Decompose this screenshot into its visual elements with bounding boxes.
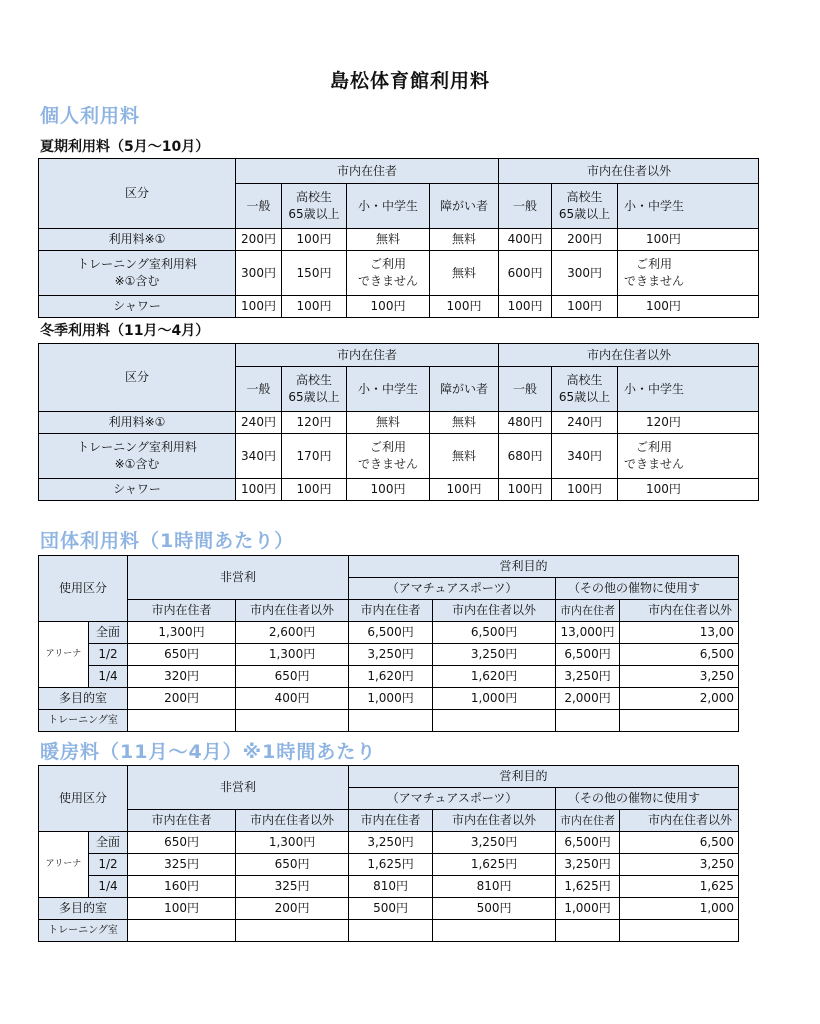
fee-cell: 100円 (618, 479, 759, 501)
row-label-fee: 利用料※① (39, 229, 236, 251)
fee-cell: 1,625円 (433, 854, 556, 876)
fee-cell: 100円 (430, 296, 499, 318)
fee-cell: 200円 (236, 898, 349, 920)
resident-header: 市内在住者 (236, 344, 499, 367)
fee-cell: 2,600円 (236, 622, 349, 644)
profit-header: 営利目的 (349, 766, 739, 788)
fee-cell: 1,625 (620, 876, 739, 898)
row-label-shower: シャワー (39, 296, 236, 318)
fee-cell: 1,300円 (236, 832, 349, 854)
group-fee-table (38, 555, 739, 732)
table-row (39, 251, 759, 296)
category-header: 区分 (39, 159, 236, 229)
fee-cell: 170円 (282, 434, 347, 479)
usage-header: 使用区分 (39, 556, 128, 622)
fee-cell: 13,000円 (556, 622, 620, 644)
fee-cell: 1,300円 (128, 622, 236, 644)
elementary-header: 小・中学生 (347, 184, 430, 229)
table-row (39, 229, 759, 251)
fee-cell: 3,250 (620, 666, 739, 688)
category-header: 区分 (39, 344, 236, 412)
table-row (39, 666, 739, 688)
fee-cell: 無料 (347, 412, 430, 434)
elementary-header: 小・中学生 (618, 367, 759, 412)
fee-cell: 600円 (499, 251, 552, 296)
fee-cell: 1,625円 (349, 854, 433, 876)
fee-cell: 200円 (236, 229, 282, 251)
fee-cell: 810円 (433, 876, 556, 898)
fee-cell: 325円 (236, 876, 349, 898)
fee-cell: 650円 (128, 644, 236, 666)
fee-cell: 3,250円 (349, 832, 433, 854)
table-row (39, 898, 739, 920)
heating-fees-heading: 暖房料（11月～4月）※1時間あたり (40, 741, 377, 763)
elementary-header: 小・中学生 (618, 184, 759, 229)
fee-cell: 1,000円 (556, 898, 620, 920)
nonresident-header: 市内在住者以外 (499, 159, 759, 184)
empty-cell (620, 920, 739, 942)
nonprofit-header: 非営利 (128, 556, 349, 600)
table-row (39, 644, 739, 666)
nonresident-header: 市内在住者以外 (620, 600, 739, 622)
fee-cell: 1,620円 (433, 666, 556, 688)
resident-header: 市内在住者 (128, 810, 236, 832)
row-label-full: 全面 (89, 622, 128, 644)
page-title: 島松体育館利用料 (329, 70, 490, 92)
empty-cell (556, 710, 620, 732)
fee-cell: 320円 (128, 666, 236, 688)
table-row (39, 832, 739, 854)
other-events-header: （その他の催物に使用す (556, 578, 739, 600)
fee-cell: 6,500円 (349, 622, 433, 644)
fee-cell: 100円 (430, 479, 499, 501)
general-header: 一般 (499, 367, 552, 412)
fee-cell: 300円 (236, 251, 282, 296)
fee-cell: 3,250円 (556, 854, 620, 876)
row-label-quarter: 1/4 (89, 876, 128, 898)
empty-cell (620, 710, 739, 732)
fee-cell: 100円 (236, 479, 282, 501)
resident-header: 市内在住者 (556, 600, 620, 622)
fee-cell: 100円 (282, 296, 347, 318)
table-row (39, 688, 739, 710)
profit-header: 営利目的 (349, 556, 739, 578)
disabled-header: 障がい者 (430, 367, 499, 412)
row-label-training: トレーニング室利用料 ※①含む (39, 251, 236, 296)
row-label-training: トレーニング室 (39, 920, 128, 942)
fee-cell: 500円 (433, 898, 556, 920)
fee-cell: 6,500円 (556, 832, 620, 854)
fee-cell: 3,250円 (349, 644, 433, 666)
fee-cell: 100円 (347, 479, 430, 501)
resident-header: 市内在住者 (128, 600, 236, 622)
fee-cell: 100円 (282, 229, 347, 251)
empty-cell (349, 710, 433, 732)
nonresident-header: 市内在住者以外 (236, 810, 349, 832)
nonresident-header: 市内在住者以外 (499, 344, 759, 367)
nonresident-header: 市内在住者以外 (236, 600, 349, 622)
fee-cell: 無料 (430, 251, 499, 296)
highschool-header: 高校生 65歳以上 (552, 184, 618, 229)
fee-cell: 2,000円 (556, 688, 620, 710)
unavailable-cell: ご利用 できません (618, 251, 759, 296)
fee-cell: 400円 (236, 688, 349, 710)
individual-fees-heading: 個人利用料 (40, 105, 141, 127)
nonresident-header: 市内在住者以外 (620, 810, 739, 832)
fee-cell: 3,250 (620, 854, 739, 876)
arena-label: アリーナ (39, 622, 89, 688)
other-events-header: （その他の催物に使用す (556, 788, 739, 810)
fee-cell: 120円 (618, 412, 759, 434)
fee-cell: 3,250円 (433, 832, 556, 854)
empty-cell (349, 920, 433, 942)
general-header: 一般 (236, 367, 282, 412)
general-header: 一般 (236, 184, 282, 229)
nonprofit-header: 非営利 (128, 766, 349, 810)
fee-cell: 500円 (349, 898, 433, 920)
row-label-half: 1/2 (89, 854, 128, 876)
fee-cell: 340円 (552, 434, 618, 479)
fee-cell: 1,000 (620, 898, 739, 920)
empty-cell (128, 920, 236, 942)
fee-cell: 1,000円 (349, 688, 433, 710)
fee-cell: 100円 (347, 296, 430, 318)
resident-header: 市内在住者 (556, 810, 620, 832)
fee-cell: 325円 (128, 854, 236, 876)
table-row (39, 622, 739, 644)
empty-cell (128, 710, 236, 732)
fee-cell: 6,500 (620, 832, 739, 854)
fee-cell: 650円 (236, 854, 349, 876)
fee-cell: 340円 (236, 434, 282, 479)
fee-cell: 150円 (282, 251, 347, 296)
fee-cell: 6,500 (620, 644, 739, 666)
amateur-header: （アマチュアスポーツ） (349, 578, 556, 600)
highschool-header: 高校生 65歳以上 (552, 367, 618, 412)
resident-header: 市内在住者 (349, 600, 433, 622)
table-row (39, 920, 739, 942)
fee-cell: 1,620円 (349, 666, 433, 688)
row-label-half: 1/2 (89, 644, 128, 666)
fee-cell: 無料 (347, 229, 430, 251)
fee-cell: 680円 (499, 434, 552, 479)
highschool-header: 高校生 65歳以上 (282, 184, 347, 229)
fee-cell: 160円 (128, 876, 236, 898)
fee-cell: 3,250円 (433, 644, 556, 666)
highschool-header: 高校生 65歳以上 (282, 367, 347, 412)
fee-cell: 1,625円 (556, 876, 620, 898)
unavailable-cell: ご利用 できません (347, 434, 430, 479)
fee-cell: 240円 (552, 412, 618, 434)
fee-cell: 6,500円 (556, 644, 620, 666)
row-label-fee: 利用料※① (39, 412, 236, 434)
table-row (39, 412, 759, 434)
fee-cell: 100円 (282, 479, 347, 501)
fee-cell: 480円 (499, 412, 552, 434)
fee-cell: 810円 (349, 876, 433, 898)
nonresident-header: 市内在住者以外 (433, 600, 556, 622)
fee-cell: 100円 (499, 479, 552, 501)
resident-header: 市内在住者 (349, 810, 433, 832)
empty-cell (236, 710, 349, 732)
amateur-header: （アマチュアスポーツ） (349, 788, 556, 810)
fee-cell: 200円 (128, 688, 236, 710)
fee-cell: 1,000円 (433, 688, 556, 710)
nonresident-header: 市内在住者以外 (433, 810, 556, 832)
fee-cell: 100円 (128, 898, 236, 920)
fee-cell: 13,00 (620, 622, 739, 644)
table-row (39, 479, 759, 501)
winter-fees-title: 冬季利用料（11月～4月） (40, 323, 210, 339)
empty-cell (236, 920, 349, 942)
fee-cell: 200円 (552, 229, 618, 251)
group-fees-heading: 団体利用料（1時間あたり） (40, 530, 295, 552)
fee-cell: 100円 (618, 296, 759, 318)
fee-cell: 100円 (552, 296, 618, 318)
unavailable-cell: ご利用 できません (347, 251, 430, 296)
arena-label: アリーナ (39, 832, 89, 898)
fee-cell: 1,300円 (236, 644, 349, 666)
row-label-multipurpose: 多目的室 (39, 898, 128, 920)
fee-cell: 100円 (236, 296, 282, 318)
empty-cell (556, 920, 620, 942)
fee-cell: 650円 (128, 832, 236, 854)
table-row (39, 296, 759, 318)
resident-header: 市内在住者 (236, 159, 499, 184)
table-row (39, 876, 739, 898)
row-label-training: トレーニング室 (39, 710, 128, 732)
fee-cell: 無料 (430, 434, 499, 479)
general-header: 一般 (499, 184, 552, 229)
unavailable-cell: ご利用 できません (618, 434, 759, 479)
fee-cell: 300円 (552, 251, 618, 296)
heating-fee-table (38, 765, 739, 942)
fee-cell: 100円 (618, 229, 759, 251)
elementary-header: 小・中学生 (347, 367, 430, 412)
fee-cell: 3,250円 (556, 666, 620, 688)
row-label-quarter: 1/4 (89, 666, 128, 688)
row-label-full: 全面 (89, 832, 128, 854)
fee-cell: 無料 (430, 229, 499, 251)
winter-fee-table (38, 343, 759, 501)
fee-cell: 120円 (282, 412, 347, 434)
table-row (39, 710, 739, 732)
fee-cell: 400円 (499, 229, 552, 251)
disabled-header: 障がい者 (430, 184, 499, 229)
fee-cell: 650円 (236, 666, 349, 688)
summer-fee-table (38, 158, 759, 318)
usage-header: 使用区分 (39, 766, 128, 832)
row-label-shower: シャワー (39, 479, 236, 501)
fee-cell: 6,500円 (433, 622, 556, 644)
row-label-multipurpose: 多目的室 (39, 688, 128, 710)
row-label-training: トレーニング室利用料 ※①含む (39, 434, 236, 479)
fee-cell: 240円 (236, 412, 282, 434)
fee-cell: 100円 (552, 479, 618, 501)
table-row (39, 434, 759, 479)
fee-cell: 2,000 (620, 688, 739, 710)
table-row (39, 854, 739, 876)
summer-fees-title: 夏期利用料（5月～10月） (40, 139, 210, 155)
empty-cell (433, 920, 556, 942)
fee-cell: 無料 (430, 412, 499, 434)
fee-cell: 100円 (499, 296, 552, 318)
empty-cell (433, 710, 556, 732)
